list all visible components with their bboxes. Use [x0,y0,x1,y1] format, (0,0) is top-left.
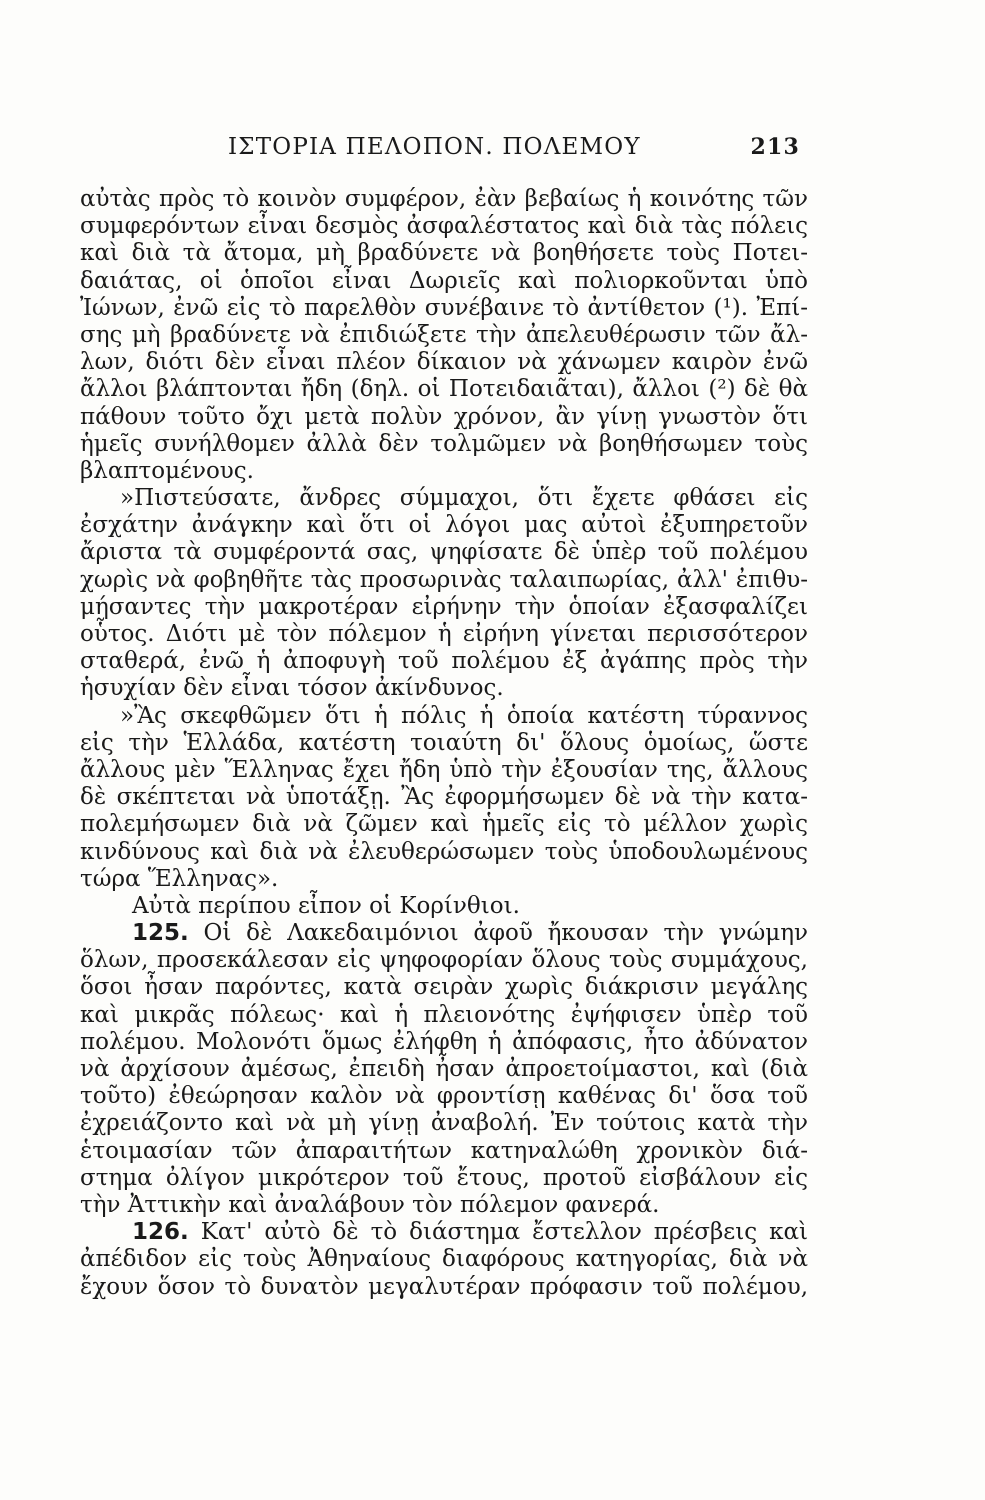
text-line: τώρα Ἕλληνας». [80,865,279,892]
text-line: πολέμου. Μολονότι ὅμως ἐλήφθη ἡ ἀπόφασις, ἦτο ἀδύνατον [80,1028,808,1055]
text-line: »Πιστεύσατε, ἄνδρες σύμμαχοι, ὅτι ἔχετε φθάσει εἰς [120,485,808,512]
text-line: μήσαντες τὴν μακροτέραν εἰρήνην τὴν ὁποίαν ἐξασφαλίζει [80,593,808,620]
text-line: ἑτοιμασίαν τῶν ἀπαραιτήτων κατηναλώθη χρονικὸν διά- [80,1137,808,1164]
text-line: ἡσυχίαν δὲν εἶναι τόσον ἀκίνδυνος. [80,675,504,702]
text-line: Κατ' αὐτὸ δὲ τὸ διάστημα ἔστελλον πρέσβεις καὶ [200,1219,808,1246]
text-line: καὶ διὰ τὰ ἄτομα, μὴ βραδύνετε νὰ βοηθήσετε τοὺς Ποτει- [80,240,808,267]
text-line: καὶ μικρᾶς πόλεως· καὶ ἡ πλειονότης ἐψήφισεν ὑπὲρ τοῦ [80,1001,808,1028]
text-line: ἄλλους μὲν Ἕλληνας ἔχει ἤδη ὑπὸ τὴν ἐξουσίαν της, ἄλλους [80,756,808,783]
text-line: τὴν Ἀττικὴν καὶ ἀναλάβουν τὸν πόλεμον φανερά. [80,1191,660,1218]
text-line: λων, διότι δὲν εἶναι πλέον δίκαιον νὰ χάνωμεν καιρὸν ἐνῶ [80,349,808,376]
text-line: τοῦτο) ἐθεώρησαν καλὸν νὰ φροντίσῃ καθένας δι' ὅσα τοῦ [80,1083,808,1110]
text-line: πολεμήσωμεν διὰ νὰ ζῶμεν καὶ ἡμεῖς εἰς τὸ μέλλον χωρὶς [80,811,808,838]
section-126-first-line [80,1219,808,1246]
text-line: χωρὶς νὰ φοβηθῆτε τὰς προσωρινὰς ταλαιπωρίας, ἀλλ' ἐπιθυ- [80,566,808,593]
text-line: ἐχρειάζοντο καὶ νὰ μὴ γίνῃ ἀναβολή. Ἐν τούτοις κατὰ τὴν [80,1110,808,1137]
text-line: αὐτὰς πρὸς τὸ κοινὸν συμφέρον, ἐὰν βεβαίως ἡ κοινότης τῶν [80,186,808,212]
section-125-first-line [80,920,808,947]
text-line: ὅλων, προσεκάλεσαν εἰς ψηφοφορίαν ὅλους τοὺς συμμάχους, [80,947,808,974]
section-number-125: 125. [132,920,189,947]
text-line: συμφερόντων εἶναι δεσμὸς ἀσφαλέστατος καὶ διὰ τὰς πόλεις [80,213,808,240]
text-line: ἄριστα τὰ συμφέροντά σας, ψηφίσατε δὲ ὑπὲρ τοῦ πολέμου [80,539,808,566]
running-title: ΙΣΤΟΡΙΑ ΠΕΛΟΠΟΝ. ΠΟΛΕΜΟΥ [228,134,641,160]
text-line: ἐσχάτην ἀνάγκην καὶ ὅτι οἱ λόγοι μας αὐτοὶ ἐξυπηρετοῦν [80,512,808,539]
text-line: ἄλλοι βλάπτονται ἤδη (δηλ. οἱ Ποτειδαιᾶται), ἄλλοι (²) δὲ θὰ [80,376,808,403]
text-line: πάθουν τοῦτο ὄχι μετὰ πολὺν χρόνον, ἂν γίνῃ γνωστὸν ὅτι [80,403,808,430]
text-line: ἡμεῖς συνήλθομεν ἀλλὰ δὲν τολμῶμεν νὰ βοηθήσωμεν τοὺς [80,430,808,457]
body-text [80,186,808,1301]
section-number-126: 126. [132,1219,189,1246]
text-line: εἰς τὴν Ἑλλάδα, κατέστη τοιαύτη δι' ὅλους ὁμοίως, ὥστε [80,729,808,756]
text-line: βλαπτομένους. [80,457,254,484]
text-line: ἀπέδιδον εἰς τοὺς Ἀθηναίους διαφόρους κατηγορίας, διὰ νὰ [80,1246,808,1273]
text-line: νὰ ἀρχίσουν ἀμέσως, ἐπειδὴ ἦσαν ἀπροετοίμαστοι, καὶ (διὰ [80,1056,808,1082]
text-line: Οἱ δὲ Λακεδαιμόνιοι ἀφοῦ ἤκουσαν τὴν γνώμην [203,920,808,947]
text-line: ὅσοι ἦσαν παρόντες, κατὰ σειρὰν χωρὶς διάκρισιν μεγάλης [80,974,808,1001]
text-line: δαιάτας, οἱ ὁποῖοι εἶναι Δωριεῖς καὶ πολιορκοῦνται ὑπὸ [80,267,808,294]
text-line: Αὐτὰ περίπου εἶπον οἱ Κορίνθιοι. [132,892,520,919]
text-line: οὗτος. Διότι μὲ τὸν πόλεμον ἡ εἰρήνη γίνεται περισσότερον [80,621,808,647]
text-line: δὲ σκέπτεται νὰ ὑποτάξῃ. Ἂς ἐφορμήσωμεν δὲ νὰ τὴν κατα- [80,784,808,811]
text-line: σταθερά, ἐνῶ ἡ ἀποφυγὴ τοῦ πολέμου ἐξ ἀγάπης πρὸς τὴν [80,648,808,675]
text-line: στημα ὀλίγον μικρότερον τοῦ ἔτους, προτοῦ εἰσβάλουν εἰς [80,1164,808,1191]
text-line: κινδύνους καὶ διὰ νὰ ἐλευθερώσωμεν τοὺς ὑποδουλωμένους [80,838,808,865]
page-number: 213 [750,134,800,160]
text-line: »Ἂς σκεφθῶμεν ὅτι ἡ πόλις ἡ ὁποία κατέστη τύραννος [120,702,808,729]
text-line: ἔχουν ὅσον τὸ δυνατὸν μεγαλυτέραν πρόφασιν τοῦ πολέμου, [80,1273,808,1300]
text-line: σης μὴ βραδύνετε νὰ ἐπιδιώξετε τὴν ἀπελευθέρωσιν τῶν ἄλ- [80,321,808,348]
text-line: Ἰώνων, ἐνῶ εἰς τὸ παρελθὸν συνέβαινε τὸ ἀντίθετον (¹). Ἐπί- [80,294,808,321]
